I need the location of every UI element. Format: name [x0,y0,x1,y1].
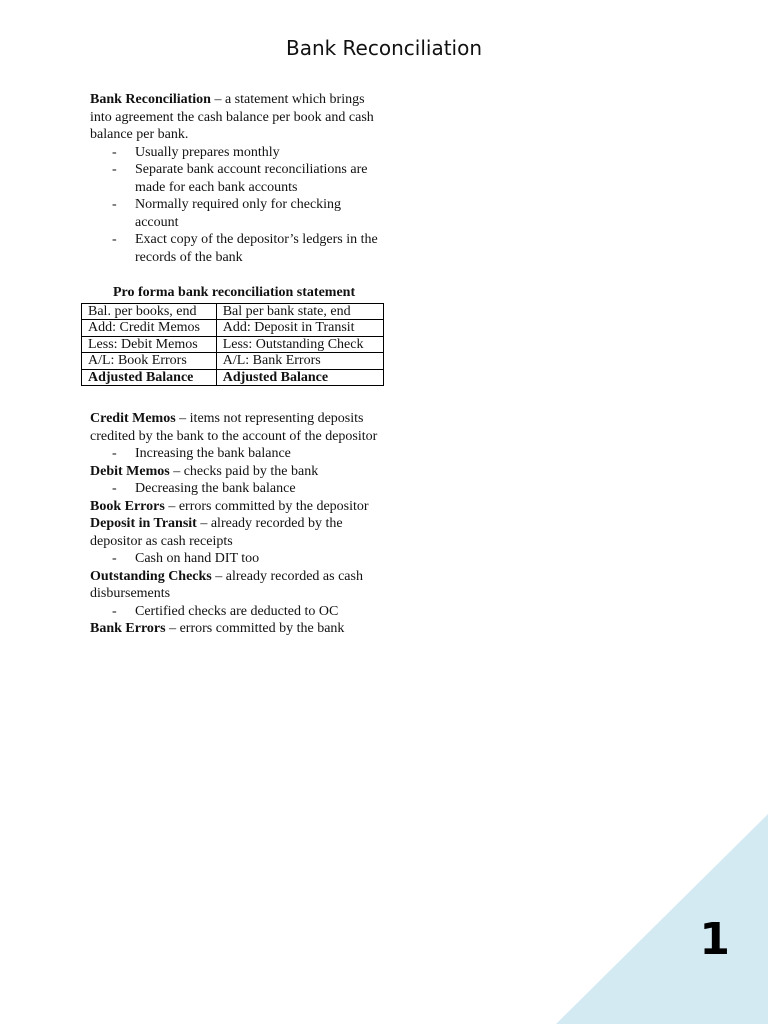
page-title: Bank Reconciliation [285,36,483,60]
list-item: - Exact copy of the depositor’s ledgers in the records of the bank [112,232,378,265]
table-cell: Add: Deposit in Transit [216,320,383,337]
list-item: - Cash on hand DIT too [112,551,260,566]
table-cell: A/L: Book Errors [82,353,217,370]
term-bullet-list [90,480,380,498]
bullet-dash: - [112,232,117,247]
bullet-dash: - [112,551,117,566]
term-name: Debit Memos [90,463,170,479]
list-item: - Certified checks are deducted to OC [112,603,339,619]
term-name: Book Errors [90,498,165,514]
term-paragraph [90,463,380,481]
term-paragraph [90,410,380,445]
table-row [82,369,384,386]
bullet-dash: - [112,481,117,496]
bullet-dash: - [112,446,117,461]
table-cell: Less: Outstanding Check [216,336,383,353]
table-cell: Bal. per books, end [82,303,217,320]
definition-bullet-list [90,144,380,267]
table-cell: Less: Debit Memos [82,336,217,353]
term-text: – checks paid by the bank [169,463,319,479]
definition-paragraph [90,91,380,144]
table-cell: Adjusted Balance [82,369,217,386]
term-text: – items not representing deposits credited by the bank to the account of the depositor [90,411,378,444]
term-name: Credit Memos [90,411,176,426]
term-paragraph [90,568,380,603]
list-item: - Usually prepares monthly [112,144,280,160]
term-bullet-list [90,603,380,621]
table-row [82,336,384,353]
table-cell: Bal per bank state, end [216,303,383,320]
term-definitions [90,410,380,638]
bullet-dash: - [112,603,117,619]
term-name: Outstanding Checks [90,568,212,584]
term-paragraph [90,620,380,638]
term-text: – already recorded by the depositor as cash receipts [90,516,343,549]
term-paragraph [90,515,380,550]
reconciliation-table [81,303,384,387]
term-name: Bank Errors [90,621,166,636]
term-bullet-list [90,550,380,568]
table-row [82,320,384,337]
term-text: – errors committed by the bank [165,621,345,636]
list-item: - Separate bank account reconciliations are made for each bank accounts [112,162,368,195]
term-bullet-list [90,445,380,463]
definition-text: – a statement which brings into agreement the cash balance per book and cash balance per bank. [90,92,374,142]
list-item: - Normally required only for checking account [112,197,342,230]
table-row [82,303,384,320]
term-paragraph [90,498,380,516]
list-item: - Decreasing the bank balance [112,481,296,496]
table-row [82,353,384,370]
table-title: Pro forma bank reconciliation statement [113,285,356,300]
list-item: - Increasing the bank balance [112,446,291,461]
term-text: – errors committed by the depositor [164,498,369,514]
content-column [90,91,380,638]
bullet-dash: - [112,197,117,212]
table-cell: A/L: Bank Errors [216,353,383,370]
table-cell: Adjusted Balance [216,369,383,386]
table-cell: Add: Credit Memos [82,320,217,337]
term-text: – already recorded as cash disbursements [90,568,363,601]
term-name: Deposit in Transit [90,516,197,531]
definition-term: Bank Reconciliation [90,92,211,107]
bullet-dash: - [112,144,117,160]
page-number: 1 [699,914,730,965]
bullet-dash: - [112,162,117,177]
